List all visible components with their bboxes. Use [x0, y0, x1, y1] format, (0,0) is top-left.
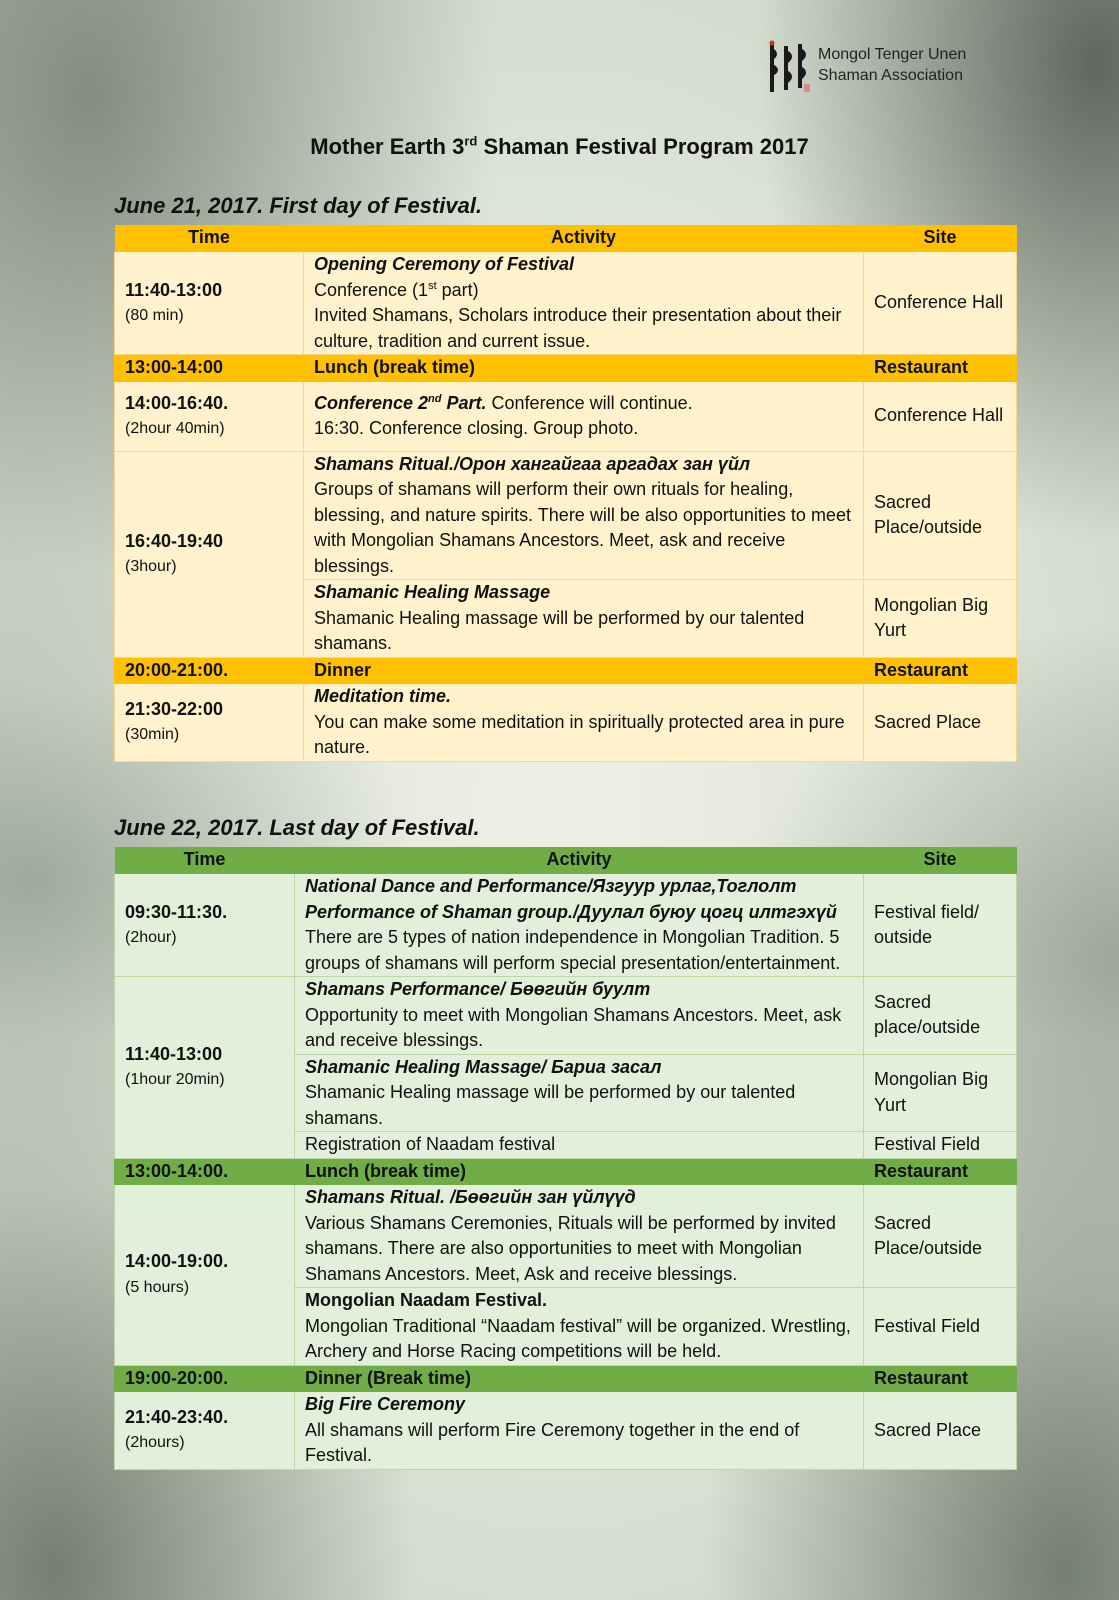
- col-header-site: Site: [864, 225, 1017, 252]
- page-title: [0, 134, 1119, 160]
- activity-description: Mongolian Traditional “Naadam festival” will be organized. Wrestling, Archery and Horse Racing competitions will be held.: [305, 1315, 851, 1361]
- title-sup: nd: [428, 392, 442, 405]
- title-prefix: Conference 2: [314, 392, 429, 413]
- site-cell: Restaurant: [864, 657, 1017, 684]
- day1-schedule-table: [114, 224, 1017, 762]
- table-header-row: [115, 847, 1017, 874]
- time-cell: 20:00-21:00.: [115, 657, 304, 684]
- time-cell: 13:00-14:00: [115, 355, 304, 382]
- time-range: 11:40-13:00: [125, 279, 223, 300]
- table-row: [115, 252, 1017, 355]
- site-cell: Restaurant: [864, 1158, 1017, 1185]
- time-cell: [115, 252, 304, 355]
- activity-title: Shamans Performance/ Бөөгийн буулт: [305, 979, 651, 999]
- activity-title: Mongolian Naadam Festival.: [305, 1290, 548, 1310]
- activity-cell: [295, 1288, 864, 1366]
- duration: (2hours): [125, 1434, 185, 1452]
- activity-description: Shamanic Healing massage will be performed by our talented shamans.: [314, 607, 805, 653]
- activity-description: There are 5 types of nation independence in Mongolian Tradition. 5 groups of shamans will perform special presentation/entertainment.: [305, 927, 841, 973]
- time-range: 21:40-23:40.: [125, 1406, 229, 1427]
- association-name-line2: Shaman Association: [818, 67, 963, 84]
- table-row: [115, 977, 1017, 1055]
- break-row: [115, 1365, 1017, 1392]
- site-cell: Festival Field: [864, 1132, 1017, 1159]
- activity-title: Shamanic Healing Massage/ Бариа засал: [305, 1056, 662, 1077]
- duration: (30min): [125, 726, 180, 744]
- time-cell: 13:00-14:00.: [115, 1158, 295, 1185]
- duration: (80 min): [125, 307, 184, 324]
- activity-title: Shamans Ritual. /Бөөгийн зан үйлүүд: [305, 1187, 636, 1207]
- time-range: 14:00-19:00.: [125, 1251, 229, 1272]
- col-header-activity: Activity: [304, 225, 864, 252]
- title-suffix: Part.: [441, 392, 487, 413]
- title-prefix: Mother Earth 3: [310, 134, 465, 159]
- activity-cell: Dinner: [304, 657, 864, 684]
- activity-cell: Dinner (Break time): [295, 1365, 864, 1392]
- activity-description: Groups of shamans will perform their own rituals for healing, blessing, and nature spirits. There will be also opportunities to meet with Mongolian Shamans Ancestors. Meet, ask and receive blessings.: [314, 479, 851, 576]
- time-cell: [115, 977, 295, 1159]
- time-range: 16:40-19:40: [125, 530, 224, 551]
- site-cell: Sacred Place/outside: [864, 1185, 1017, 1288]
- time-cell: 19:00-20:00.: [115, 1365, 295, 1392]
- col-header-time: Time: [115, 847, 295, 874]
- duration: (3hour): [125, 558, 177, 575]
- activity-cell: [304, 381, 864, 451]
- activity-description: Shamanic Healing massage will be performed by our talented shamans.: [305, 1082, 796, 1128]
- activity-title: Meditation time.: [314, 686, 452, 706]
- association-logo: [766, 40, 966, 96]
- day2-heading: June 22, 2017. Last day of Festival.: [114, 815, 480, 840]
- activity-cell: [304, 580, 864, 658]
- activity-cell: [295, 977, 864, 1055]
- table-row: [115, 874, 1017, 977]
- time-cell: [115, 1392, 295, 1470]
- activity-description: You can make some meditation in spiritually protected area in pure nature.: [314, 711, 845, 757]
- association-name-line1: Mongol Tenger Unen: [818, 46, 967, 63]
- site-cell: Restaurant: [864, 1365, 1017, 1392]
- activity-description: Conference will continue.: [486, 392, 693, 413]
- time-cell: [115, 381, 304, 451]
- col-header-site: Site: [864, 847, 1017, 874]
- break-row: [115, 355, 1017, 382]
- break-row: [115, 657, 1017, 684]
- activity-title-2: Performance of Shaman group./Дуулал буюу цогц илтгэхүй: [305, 901, 837, 922]
- col-header-time: Time: [115, 225, 304, 252]
- activity-cell: [304, 451, 864, 580]
- mongolian-script-logo-icon: [766, 40, 810, 96]
- time-range: 21:30-22:00: [125, 698, 224, 719]
- activity-cell: Lunch (break time): [295, 1158, 864, 1185]
- table-row: [115, 684, 1017, 762]
- table-row: [115, 381, 1017, 451]
- title-suffix: Shaman Festival Program 2017: [477, 134, 809, 159]
- time-range: 11:40-13:00: [125, 1043, 223, 1064]
- activity-cell: [295, 1185, 864, 1288]
- time-cell: [115, 451, 304, 657]
- col-header-activity: Activity: [295, 847, 864, 874]
- activity-description: Opportunity to meet with Mongolian Shamans Ancestors. Meet, ask and receive blessings.: [305, 1004, 842, 1050]
- activity-description: All shamans will perform Fire Ceremony together in the end of Festival.: [305, 1419, 800, 1465]
- day1-heading: June 21, 2017. First day of Festival.: [114, 193, 483, 218]
- site-cell: Sacred Place/outside: [864, 451, 1017, 580]
- site-cell: Sacred place/outside: [864, 977, 1017, 1055]
- time-cell: [115, 1185, 295, 1366]
- site-cell: Sacred Place: [864, 1392, 1017, 1470]
- duration: (2hour): [125, 929, 177, 946]
- activity-subline: [314, 278, 853, 304]
- activity-cell: [295, 1054, 864, 1132]
- activity-line: [314, 391, 853, 417]
- activity-description: Various Shamans Ceremonies, Rituals will be performed by invited shamans. There are also opportunities to meet with Mongolian Shamans Ancestors. Meet, Ask and receive blessings.: [305, 1212, 836, 1284]
- site-cell: Festival field/ outside: [864, 874, 1017, 977]
- site-cell: Festival Field: [864, 1288, 1017, 1366]
- activity-cell: [304, 252, 864, 355]
- activity-cell: [295, 1392, 864, 1470]
- activity-title: National Dance and Performance/Язгуур урлаг,Тоглолт: [305, 876, 797, 896]
- site-cell: Mongolian Big Yurt: [864, 1054, 1017, 1132]
- site-cell: Restaurant: [864, 355, 1017, 382]
- activity-cell: Lunch (break time): [304, 355, 864, 382]
- activity-description: Invited Shamans, Scholars introduce their presentation about their culture, tradition and current issue.: [314, 305, 842, 351]
- site-cell: Sacred Place: [864, 684, 1017, 762]
- site-cell: Mongolian Big Yurt: [864, 580, 1017, 658]
- duration: (1hour 20min): [125, 1071, 225, 1089]
- duration: (5 hours): [125, 1278, 190, 1296]
- conf-prefix: Conference (1: [314, 279, 429, 300]
- association-name: [818, 44, 966, 86]
- activity-title: Big Fire Ceremony: [305, 1394, 466, 1414]
- table-row: [115, 451, 1017, 580]
- break-row: [115, 1158, 1017, 1185]
- duration: (2hour 40min): [125, 420, 225, 437]
- activity-title: Shamans Ritual./Орон хангайгаа аргадах зан үйл: [314, 453, 751, 474]
- time-cell: [115, 684, 304, 762]
- activity-cell: [295, 874, 864, 977]
- site-cell: Conference Hall: [864, 381, 1017, 451]
- table-row: [115, 1392, 1017, 1470]
- time-range: 09:30-11:30.: [125, 901, 228, 922]
- conf-sup: st: [428, 279, 437, 292]
- conf-suffix: part): [436, 279, 479, 300]
- table-header-row: [115, 225, 1017, 252]
- activity-cell: Registration of Naadam festival: [295, 1132, 864, 1159]
- site-cell: Conference Hall: [864, 252, 1017, 355]
- activity-title: Opening Ceremony of Festival: [314, 254, 575, 274]
- title-sup: rd: [464, 133, 478, 149]
- activity-cell: [304, 684, 864, 762]
- table-row: [115, 1185, 1017, 1288]
- activity-description-2: 16:30. Conference closing. Group photo.: [314, 418, 639, 438]
- activity-title: Shamanic Healing Massage: [314, 582, 551, 602]
- time-cell: [115, 874, 295, 977]
- time-range: 14:00-16:40.: [125, 392, 229, 413]
- day2-schedule-table: [114, 846, 1017, 1470]
